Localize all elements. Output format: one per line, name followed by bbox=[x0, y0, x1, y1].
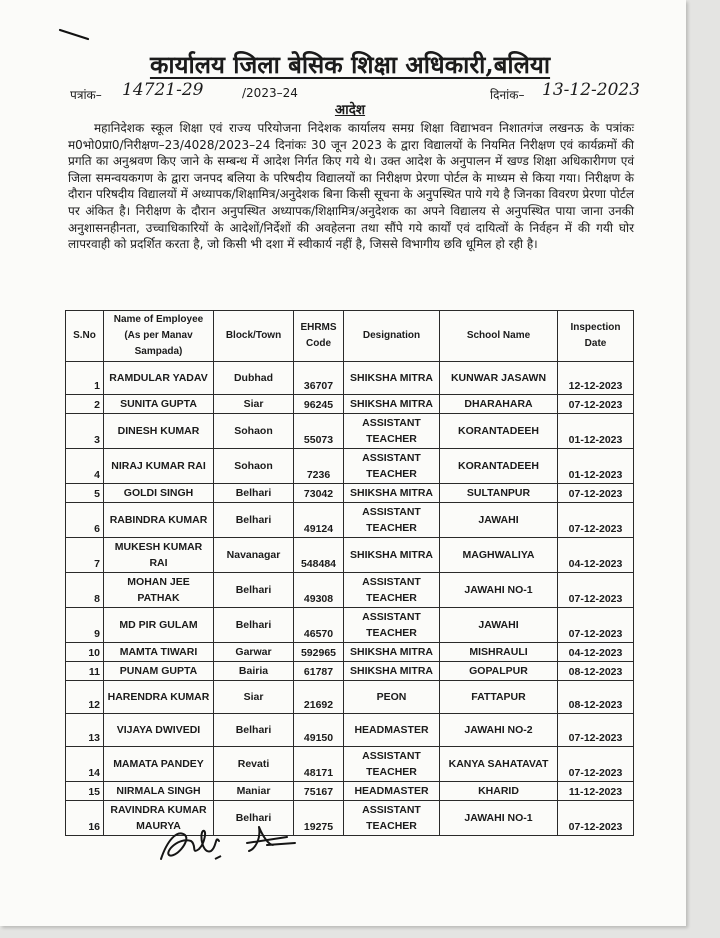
cell-employee-name: RABINDRA KUMAR bbox=[104, 503, 214, 538]
cell-ehrms-code: 73042 bbox=[294, 484, 344, 503]
pen-stroke-mark bbox=[56, 22, 92, 42]
cell-employee-name: NIRAJ KUMAR RAI bbox=[104, 449, 214, 484]
table-row bbox=[66, 538, 634, 573]
ref-label: पत्रांक– bbox=[70, 88, 102, 102]
cell-designation: ASSISTANT TEACHER bbox=[344, 608, 440, 643]
cell-school-name: KORANTADEEH bbox=[440, 414, 558, 449]
cell-employee-name: SUNITA GUPTA bbox=[104, 395, 214, 414]
cell-employee-name: MD PIR GULAM bbox=[104, 608, 214, 643]
cell-employee-name: HARENDRA KUMAR bbox=[104, 681, 214, 714]
cell-ehrms-code: 548484 bbox=[294, 538, 344, 573]
col-header-designation: Designation bbox=[344, 311, 440, 362]
cell-block: Belhari bbox=[214, 608, 294, 643]
table-body bbox=[66, 362, 634, 836]
cell-sno: 16 bbox=[66, 801, 104, 836]
cell-school-name: JAWAHI NO-2 bbox=[440, 714, 558, 747]
table-row bbox=[66, 573, 634, 608]
cell-ehrms-code: 48171 bbox=[294, 747, 344, 782]
cell-sno: 6 bbox=[66, 503, 104, 538]
cell-school-name: KORANTADEEH bbox=[440, 449, 558, 484]
absent-staff-table bbox=[65, 310, 634, 836]
cell-designation: SHIKSHA MITRA bbox=[344, 362, 440, 395]
cell-school-name: GOPALPUR bbox=[440, 662, 558, 681]
table-row bbox=[66, 714, 634, 747]
cell-designation: SHIKSHA MITRA bbox=[344, 538, 440, 573]
table-row bbox=[66, 608, 634, 643]
cell-inspection-date: 04-12-2023 bbox=[558, 538, 634, 573]
table-row bbox=[66, 449, 634, 484]
cell-block: Revati bbox=[214, 747, 294, 782]
cell-block: Belhari bbox=[214, 484, 294, 503]
cell-employee-name: MAMATA PANDEY bbox=[104, 747, 214, 782]
cell-inspection-date: 07-12-2023 bbox=[558, 608, 634, 643]
cell-designation: PEON bbox=[344, 681, 440, 714]
ref-year: /2023–24 bbox=[242, 86, 298, 100]
cell-school-name: MAGHWALIYA bbox=[440, 538, 558, 573]
cell-ehrms-code: 49150 bbox=[294, 714, 344, 747]
table-row bbox=[66, 662, 634, 681]
cell-inspection-date: 11-12-2023 bbox=[558, 782, 634, 801]
cell-ehrms-code: 75167 bbox=[294, 782, 344, 801]
cell-ehrms-code: 21692 bbox=[294, 681, 344, 714]
cell-employee-name: RAVINDRA KUMAR MAURYA bbox=[104, 801, 214, 836]
cell-school-name: DHARAHARA bbox=[440, 395, 558, 414]
officer-signatures bbox=[155, 815, 315, 875]
cell-employee-name: MUKESH KUMAR RAI bbox=[104, 538, 214, 573]
cell-designation: ASSISTANT TEACHER bbox=[344, 747, 440, 782]
cell-designation: ASSISTANT TEACHER bbox=[344, 503, 440, 538]
cell-employee-name: GOLDI SINGH bbox=[104, 484, 214, 503]
cell-sno: 5 bbox=[66, 484, 104, 503]
cell-inspection-date: 07-12-2023 bbox=[558, 484, 634, 503]
cell-school-name: JAWAHI NO-1 bbox=[440, 801, 558, 836]
cell-employee-name: MOHAN JEE PATHAK bbox=[104, 573, 214, 608]
cell-inspection-date: 08-12-2023 bbox=[558, 681, 634, 714]
cell-inspection-date: 01-12-2023 bbox=[558, 414, 634, 449]
cell-school-name: KUNWAR JASAWN bbox=[440, 362, 558, 395]
cell-sno: 14 bbox=[66, 747, 104, 782]
cell-employee-name: PUNAM GUPTA bbox=[104, 662, 214, 681]
cell-sno: 4 bbox=[66, 449, 104, 484]
cell-designation: ASSISTANT TEACHER bbox=[344, 801, 440, 836]
cell-ehrms-code: 96245 bbox=[294, 395, 344, 414]
cell-designation: SHIKSHA MITRA bbox=[344, 395, 440, 414]
cell-block: Belhari bbox=[214, 801, 294, 836]
table-row bbox=[66, 801, 634, 836]
cell-sno: 1 bbox=[66, 362, 104, 395]
cell-ehrms-code: 19275 bbox=[294, 801, 344, 836]
cell-sno: 2 bbox=[66, 395, 104, 414]
order-body-text: महानिदेशक स्कूल शिक्षा एवं राज्य परियोजना निदेशक कार्यालय समग्र शिक्षा विद्याभवन निशातगंज लखनऊ के पत्रांकः म0भो0प्रा0/निरीक्षण–23/4028/2023–24 दिनांकः 30 जून 2023 के द्वारा विद्यालयों के नियमित निरीक्षण एवं कार्यक्रमों की प्रगति का अनुश्रवण किए जाने के सम्बन्ध में आदेश निर्गत किए गये थे। उक्त आदेश के अनुपालन में खण्ड शिक्षा अधिकारीगण एवं जिला समन्वयकगण के द्वारा जनपद बलिया के परिषदीय विद्यालयों का निरीक्षण प्रेरणा पोर्टल के माध्यम से किया गया। निरीक्षण के दौरान परिषदीय विद्यालयों में अध्यापक/शिक्षामित्र/अनुदेशक बिना किसी सूचना के अनुपस्थित पाये गये है जिनका विवरण प्रेरणा पोर्टल पर अंकित है। निरीक्षण के दौरान अनुपस्थित अध्यापक/शिक्षामित्र/अनुदेशक का अपने विद्यालय से अनुपस्थित पाया जाना उनकी अनुशासनहीनता, उच्चाधिकारियों के आदेशों/निर्देशों की अवहेलना तथा सौंपे गये कार्यों एवं दायित्वों के निर्वहन में की गयी घोर लापरवाही को प्रदर्शित करता है, जो किसी भी दशा में स्वीकार्य नहीं है, जिससे विभागीय छवि धूमिल हो रही है। bbox=[68, 121, 634, 252]
table-row bbox=[66, 362, 634, 395]
cell-block: Bairia bbox=[214, 662, 294, 681]
cell-inspection-date: 12-12-2023 bbox=[558, 362, 634, 395]
cell-employee-name: NIRMALA SINGH bbox=[104, 782, 214, 801]
table-row bbox=[66, 643, 634, 662]
cell-sno: 7 bbox=[66, 538, 104, 573]
cell-school-name: FATTAPUR bbox=[440, 681, 558, 714]
date-label: दिनांक– bbox=[490, 88, 525, 102]
cell-inspection-date: 01-12-2023 bbox=[558, 449, 634, 484]
table-row bbox=[66, 414, 634, 449]
cell-block: Sohaon bbox=[214, 449, 294, 484]
cell-inspection-date: 07-12-2023 bbox=[558, 573, 634, 608]
cell-designation: SHIKSHA MITRA bbox=[344, 643, 440, 662]
cell-sno: 9 bbox=[66, 608, 104, 643]
cell-block: Belhari bbox=[214, 714, 294, 747]
cell-school-name: MISHRAULI bbox=[440, 643, 558, 662]
cell-designation: HEADMASTER bbox=[344, 782, 440, 801]
cell-inspection-date: 04-12-2023 bbox=[558, 643, 634, 662]
cell-school-name: JAWAHI NO-1 bbox=[440, 573, 558, 608]
cell-ehrms-code: 55073 bbox=[294, 414, 344, 449]
cell-block: Sohaon bbox=[214, 414, 294, 449]
cell-inspection-date: 07-12-2023 bbox=[558, 395, 634, 414]
cell-sno: 12 bbox=[66, 681, 104, 714]
cell-block: Maniar bbox=[214, 782, 294, 801]
cell-block: Dubhad bbox=[214, 362, 294, 395]
col-header-block: Block/Town bbox=[214, 311, 294, 362]
cell-ehrms-code: 49308 bbox=[294, 573, 344, 608]
table-row bbox=[66, 782, 634, 801]
cell-ehrms-code: 592965 bbox=[294, 643, 344, 662]
cell-sno: 8 bbox=[66, 573, 104, 608]
ref-number: 14721-29 bbox=[122, 80, 204, 100]
cell-block: Siar bbox=[214, 681, 294, 714]
cell-designation: ASSISTANT TEACHER bbox=[344, 449, 440, 484]
col-header-date: Inspection Date bbox=[558, 311, 634, 362]
cell-school-name: JAWAHI bbox=[440, 503, 558, 538]
cell-ehrms-code: 46570 bbox=[294, 608, 344, 643]
cell-ehrms-code: 7236 bbox=[294, 449, 344, 484]
cell-employee-name: VIJAYA DWIVEDI bbox=[104, 714, 214, 747]
table-header-row bbox=[66, 311, 634, 362]
office-title: कार्यालय जिला बेसिक शिक्षा अधिकारी,बलिया bbox=[149, 50, 551, 79]
cell-sno: 11 bbox=[66, 662, 104, 681]
col-header-sno: S.No bbox=[66, 311, 104, 362]
cell-employee-name: MAMTA TIWARI bbox=[104, 643, 214, 662]
cell-inspection-date: 08-12-2023 bbox=[558, 662, 634, 681]
col-header-code: EHRMS Code bbox=[294, 311, 344, 362]
cell-sno: 10 bbox=[66, 643, 104, 662]
cell-designation: ASSISTANT TEACHER bbox=[344, 573, 440, 608]
cell-designation: ASSISTANT TEACHER bbox=[344, 414, 440, 449]
cell-block: Belhari bbox=[214, 573, 294, 608]
cell-block: Navanagar bbox=[214, 538, 294, 573]
cell-employee-name: RAMDULAR YADAV bbox=[104, 362, 214, 395]
cell-ehrms-code: 61787 bbox=[294, 662, 344, 681]
cell-employee-name: DINESH KUMAR bbox=[104, 414, 214, 449]
table-row bbox=[66, 395, 634, 414]
cell-inspection-date: 07-12-2023 bbox=[558, 503, 634, 538]
col-header-school: School Name bbox=[440, 311, 558, 362]
cell-sno: 13 bbox=[66, 714, 104, 747]
cell-block: Belhari bbox=[214, 503, 294, 538]
table-row bbox=[66, 484, 634, 503]
cell-ehrms-code: 49124 bbox=[294, 503, 344, 538]
cell-sno: 15 bbox=[66, 782, 104, 801]
cell-school-name: SULTANPUR bbox=[440, 484, 558, 503]
table-row bbox=[66, 503, 634, 538]
cell-designation: SHIKSHA MITRA bbox=[344, 484, 440, 503]
cell-inspection-date: 07-12-2023 bbox=[558, 747, 634, 782]
cell-designation: HEADMASTER bbox=[344, 714, 440, 747]
col-header-name: Name of Employee (As per Manav Sampada) bbox=[104, 311, 214, 362]
order-heading: आदेश bbox=[334, 102, 366, 118]
cell-inspection-date: 07-12-2023 bbox=[558, 714, 634, 747]
cell-school-name: JAWAHI bbox=[440, 608, 558, 643]
table-row bbox=[66, 681, 634, 714]
date-value: 13-12-2023 bbox=[542, 80, 641, 100]
cell-block: Siar bbox=[214, 395, 294, 414]
cell-sno: 3 bbox=[66, 414, 104, 449]
cell-designation: SHIKSHA MITRA bbox=[344, 662, 440, 681]
cell-block: Garwar bbox=[214, 643, 294, 662]
cell-school-name: KHARID bbox=[440, 782, 558, 801]
cell-inspection-date: 07-12-2023 bbox=[558, 801, 634, 836]
table-row bbox=[66, 747, 634, 782]
cell-ehrms-code: 36707 bbox=[294, 362, 344, 395]
cell-school-name: KANYA SAHATAVAT bbox=[440, 747, 558, 782]
